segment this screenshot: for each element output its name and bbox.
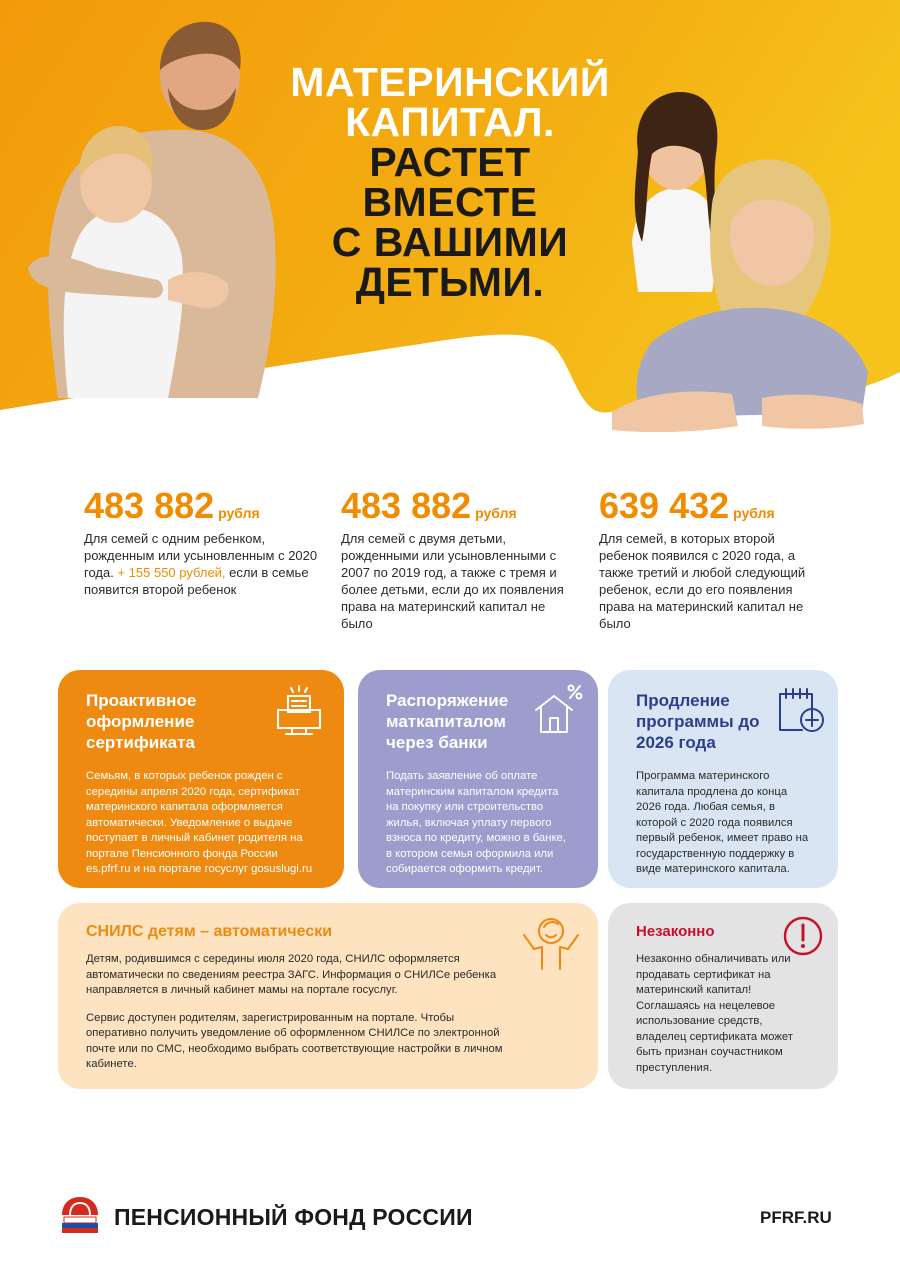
card-title: Распоряжение маткапиталом через банки	[386, 691, 509, 752]
organization-name: ПЕНСИОННЫЙ ФОНД РОССИИ	[114, 1204, 473, 1230]
headline-line: С ВАШИМИ	[331, 219, 569, 265]
mother-and-daughter-photo	[612, 92, 872, 442]
amount-unit: рубля	[218, 505, 260, 521]
exclamation-circle-icon	[782, 915, 824, 957]
amount-unit: рубля	[475, 505, 517, 521]
amount-value	[341, 486, 569, 526]
amount-block-one-child	[84, 486, 324, 598]
amount-bonus-highlight: + 155 550 рублей,	[117, 565, 226, 580]
happy-child-icon	[520, 915, 582, 971]
card-program-extension	[608, 670, 838, 888]
amount-number: 483 882	[341, 485, 472, 526]
website-link[interactable]: PFRF.RU	[760, 1208, 832, 1227]
card-title: Проактивное оформление сертификата	[86, 691, 197, 752]
father-and-son-photo	[18, 18, 288, 398]
headline-line: МАТЕРИНСКИЙ	[290, 59, 610, 105]
card-body: Подать заявление об оплате материнским капиталом кредита на покупку или строительство жилья, включая уплату первого взноса по кредиту, можно в банке, в котором семья оформила или собирается оформить кредит.	[386, 770, 566, 875]
card-illegal-warning	[608, 903, 838, 1089]
card-title: СНИЛС детям – автоматически	[86, 923, 333, 940]
house-percent-icon	[532, 684, 584, 736]
card-banks	[358, 670, 598, 888]
amount-unit: рубля	[733, 505, 775, 521]
card-title: Продление программы до 2026 года	[636, 691, 760, 752]
amount-description: Для семей, в которых второй ребенок появился с 2020 года, а также третий и любой следующий ребенок, если до его появления права на материнский капитал не было	[599, 531, 806, 631]
page-headline	[290, 59, 610, 305]
amount-value	[599, 486, 827, 526]
headline-line: ДЕТЬМИ.	[355, 259, 545, 305]
amount-number: 639 432	[599, 485, 730, 526]
document-monitor-icon	[274, 684, 324, 738]
amount-block-second-child-2020	[599, 486, 827, 632]
card-body: Семьям, в которых ребенок рожден с середины апреля 2020 года, сертификат материнского капитала оформляется автоматически. Уведомление о выдаче поступает в личный кабинет родителя на портале Пенсионного фонда России es.pfrf.ru и на портале госуслуг gosuslugi.ru	[86, 770, 312, 875]
amount-number: 483 882	[84, 485, 215, 526]
card-snils-children	[58, 903, 598, 1089]
amount-description-text: Для семей с одним ребенком, рожденным или усыновленным с 2020 года.	[84, 531, 318, 580]
amount-block-two-children	[341, 486, 569, 632]
amount-description-text: если в семье появится второй ребенок	[84, 565, 309, 597]
pfr-logo-icon	[58, 1193, 102, 1237]
amount-description: Для семей с двумя детьми, рожденными или усыновленными с 2007 по 2019 год, а также с тремя и более детьми, если до их появления права на материнский капитал не было	[341, 531, 564, 631]
hero-banner	[0, 0, 900, 460]
amount-value	[84, 486, 324, 526]
amount-description	[84, 530, 324, 598]
calendar-plus-icon	[776, 686, 826, 734]
card-body	[86, 952, 506, 1073]
headline-line: РАСТЕТ ВМЕСТЕ	[362, 139, 538, 225]
card-body: Программа материнского капитала продлена до конца 2026 года. Любая семья, в которой с 2020 года появился первый ребенок, имеет право на государственную поддержку в виде материнского капитала.	[636, 770, 809, 875]
headline-line: КАПИТАЛ.	[345, 99, 555, 145]
card-paragraph: Детям, родившимся с середины июля 2020 года, СНИЛС оформляется автоматически по сведениям реестра ЗАГС. Информация о СНИЛСе ребенка направляется в личный кабинет мамы на портале госуслуг.	[86, 953, 497, 996]
card-title: Незаконно	[636, 923, 715, 940]
card-paragraph: Сервис доступен родителям, зарегистрированным на портале. Чтобы оперативно получить уведомление об оформленном СНИЛСе по электронной почте или по СМС, необходимо выбрать соответствующие настройки в личном кабинете.	[86, 1011, 503, 1070]
card-proactive-certificate	[58, 670, 344, 888]
card-body: Незаконно обналичивать или продавать сертификат на материнский капитал! Соглашаясь на нецелевое использование средств, владелец сертификата может быть признан соучастником преступления.	[636, 953, 793, 1074]
